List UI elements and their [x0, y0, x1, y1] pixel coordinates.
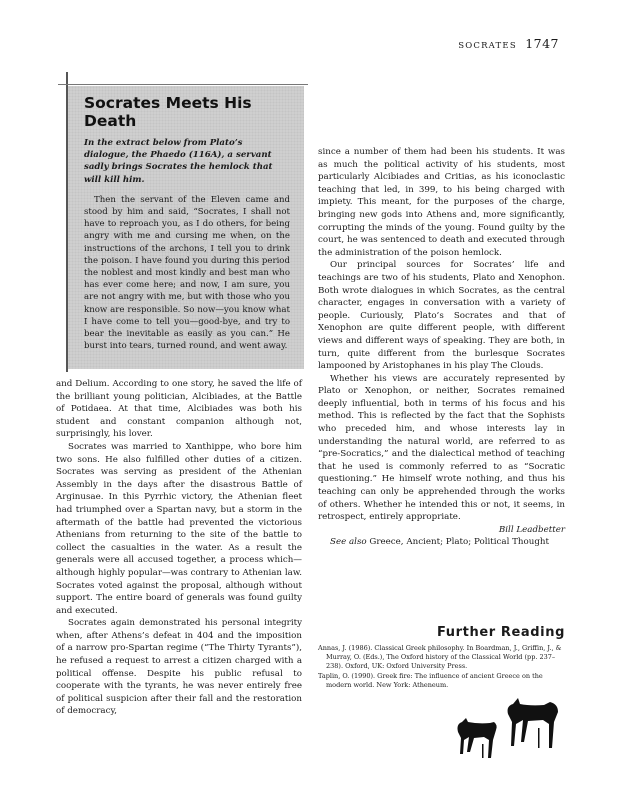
further-reading-title: Further Reading: [436, 625, 565, 640]
paragraph: Whether his views are accurately represented by Plato or Xenophon, or neither, Socrates remained deeply influential, both in terms of his focus and his method. This is reflected by the fact that the Sophists who preceded him, and whose interests lay in understanding the natural world, are referred to as “pre-Socratics,” and the dialectical method of teaching that he used is commonly referred to as “Socratic questioning.” He himself wrote nothing, and thus his teaching can only be apprehended through the works of others. Whether he intended this or not, it seems, in retrospect, entirely appropriate.: [318, 373, 565, 523]
reference-item: Taplin, O. (1990). Greek fire: The influence of ancient Greece on the modern world. New York: Atheneum.: [318, 672, 543, 689]
see-also: [318, 536, 565, 549]
sidebar-body: Then the servant of the Eleven came and stood by him and said, “Socrates, I shall not have to reproach you, as I do others, for being angry with me and cursing me when, on the instructions of the archons, I tell you to drink the poison. I have found you during this period the noblest and most kindly and best man who has ever come here; and now, I am sure, you are not angry with me, but with those who you know are responsible. So now—you know what I have come to tell you—good-bye, and try to bear the inevitable as easily as you can.” He burst into tears, turned round, and went away.: [84, 194, 290, 352]
see-also-links[interactable]: Greece, Ancient; Plato; Political Thought: [369, 537, 549, 548]
left-column: [56, 378, 302, 718]
page-number: 1747: [525, 36, 559, 51]
right-column: [318, 146, 565, 549]
paragraph: Socrates again demonstrated his personal integrity when, after Athens’s defeat in 404 and the imposition of a narrow pro-Spartan regime (“The Thirty Tyrants”), he refused a request to arrest a citizen charged with a political offense. Despite his public refusal to cooperate with the tyrants, he was never entirely free of political suspicion after their fall and the restoration of democracy,: [56, 618, 302, 717]
author-credit: Bill Leadbetter: [498, 524, 565, 535]
sidebar-horizontal-rule: [58, 84, 308, 85]
paragraph: Our principal sources for Socrates’ life and teachings are two of his students, Plato and Xenophon. Both wrote dialogues in which Socrates, as the central character, engages in conversation with a variety of people. Curiously, Plato’s Socrates and that of Xenophon are quite different people, with different views and different ways of speaking. They are both, in turn, quite different from the burlesque Socrates lampooned by Aristophanes in his play The Clouds.: [318, 260, 565, 372]
paragraph: Socrates was married to Xanthippe, who bore him two sons. He also fulfilled other duties of a citizen. Socrates was serving as president of the Athenian Assembly in the days after the disastrous Battle of Arginusae. In this Pyrrhic victory, the Athenian fleet had triumphed over a Spartan navy, but a storm in the aftermath of the battle had prevented the victorious Athenians from returning to the site of the battle to collect the casualties in the water. As a result the generals were all accused together, a process which—although highly popular—was contrary to Athenian law. Socrates voted against the proposal, although without support. The entire board of generals was found guilty and executed.: [56, 441, 302, 616]
reference-list: [318, 644, 565, 691]
paragraph: and Delium. According to one story, he saved the life of the brilliant young politician, Alcibiades, at the Battle of Potidaea. At that time, Alcibiades was both his student and constant companion although not, surprisingly, his lover.: [56, 379, 302, 440]
running-head: SOCRATES: [458, 41, 517, 51]
see-also-label: See also: [330, 537, 367, 548]
sidebar-box: [68, 86, 304, 369]
paragraph: since a number of them had been his students. It was as much the political activity of his students, most particularly Alcibiades and Critias, as his iconoclastic teaching that led, in 399, to his being charged with impiety. This meant, for the purposes of the charge, bringing new gods into Athens and, more significantly, corrupting the minds of the young. Found guilty by the court, he was sentenced to death and executed through the administration of the poison hemlock.: [318, 147, 565, 258]
sidebar-intro: In the extract below from Plato’s dialogue, the Phaedo (116A), a servant sadly brings Socrates the hemlock that will kill him.: [84, 138, 273, 185]
running-header: [458, 36, 559, 51]
horses-icon: [448, 692, 568, 762]
sidebar-title: Socrates Meets His Death: [84, 94, 252, 130]
reference-item: Annas, J. (1986). Classical Greek philosophy. In Boardman, J., Griffin, J., & Murray, O. (Eds.), The Oxford history of the Classical World (pp. 237–238). Oxford, UK: Oxford University Press.: [318, 644, 562, 670]
